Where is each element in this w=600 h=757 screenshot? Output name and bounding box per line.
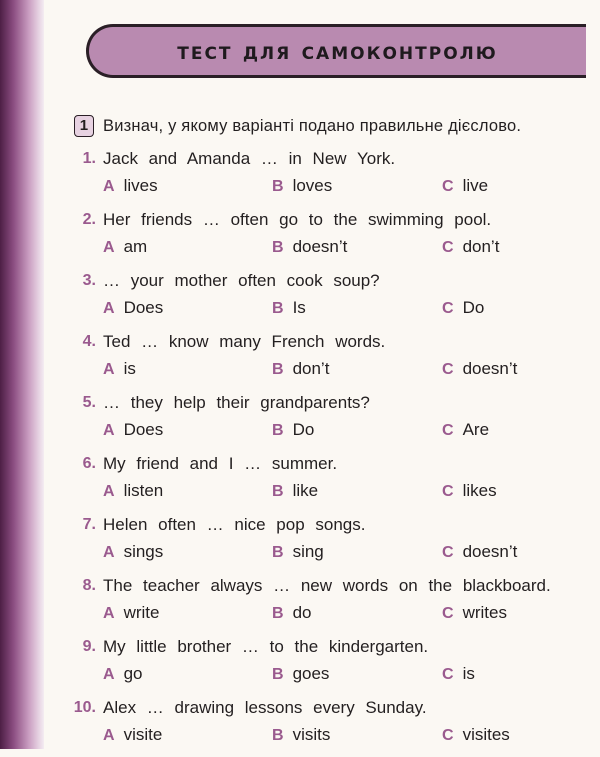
option-letter: A	[103, 300, 115, 317]
option-text: doesn’t	[462, 542, 518, 561]
option-letter: C	[442, 483, 454, 500]
option-text: Does	[123, 420, 164, 439]
option-text: go	[123, 664, 143, 683]
option-c[interactable]	[442, 237, 499, 257]
question-number: 5.	[82, 394, 96, 411]
option-text: visites	[462, 725, 510, 744]
option-c[interactable]	[442, 359, 517, 379]
question-text: My friend and I … summer.	[103, 454, 338, 473]
question-item	[0, 269, 600, 330]
option-letter: C	[442, 178, 454, 195]
option-c[interactable]	[442, 481, 497, 501]
option-a[interactable]	[103, 298, 163, 318]
option-letter: A	[103, 178, 115, 195]
option-c[interactable]	[442, 725, 510, 745]
option-letter: A	[103, 239, 115, 256]
question-item	[0, 208, 600, 269]
option-text: Do	[462, 298, 485, 317]
option-text: like	[292, 481, 319, 500]
question-text: My little brother … to the kindergarten.	[103, 637, 429, 656]
option-b[interactable]	[272, 542, 324, 562]
option-text: loves	[292, 176, 333, 195]
option-letter: C	[442, 666, 454, 683]
question-item	[0, 330, 600, 391]
option-letter: B	[272, 544, 284, 561]
option-b[interactable]	[272, 237, 347, 257]
option-a[interactable]	[103, 176, 158, 196]
question-text: … your mother often cook soup?	[103, 271, 380, 290]
question-number: 9.	[82, 638, 96, 655]
question-number: 2.	[82, 211, 96, 228]
option-text: visite	[123, 725, 163, 744]
option-b[interactable]	[272, 359, 329, 379]
question-item	[0, 574, 600, 635]
option-text: listen	[123, 481, 164, 500]
option-letter: C	[442, 605, 454, 622]
header-banner	[86, 24, 586, 78]
option-text: doesn’t	[462, 359, 518, 378]
option-b[interactable]	[272, 603, 311, 623]
option-text: Does	[123, 298, 164, 317]
question-number: 4.	[82, 333, 96, 350]
option-text: lives	[123, 176, 158, 195]
question-text: Alex … drawing lessons every Sunday.	[103, 698, 427, 717]
option-a[interactable]	[103, 359, 136, 379]
option-c[interactable]	[442, 603, 507, 623]
page-title: тест для самоконтролю	[177, 37, 498, 65]
option-c[interactable]	[442, 542, 517, 562]
option-letter: A	[103, 605, 115, 622]
option-text: sings	[123, 542, 164, 561]
option-b[interactable]	[272, 664, 329, 684]
option-letter: B	[272, 727, 284, 744]
option-letter: B	[272, 605, 284, 622]
question-item	[0, 696, 600, 757]
option-text: is	[462, 664, 475, 683]
option-text: is	[123, 359, 136, 378]
question-text: Jack and Amanda … in New York.	[103, 149, 396, 168]
question-number: 8.	[82, 577, 96, 594]
option-text: am	[123, 237, 148, 256]
option-letter: B	[272, 666, 284, 683]
question-item	[0, 147, 600, 208]
option-letter: A	[103, 483, 115, 500]
option-a[interactable]	[103, 603, 159, 623]
option-a[interactable]	[103, 725, 162, 745]
task-number-badge: 1	[74, 115, 94, 137]
option-c[interactable]	[442, 176, 488, 196]
option-text: don’t	[462, 237, 500, 256]
option-text: do	[292, 603, 312, 622]
option-letter: B	[272, 422, 284, 439]
question-text: Ted … know many French words.	[103, 332, 386, 351]
option-text: live	[462, 176, 489, 195]
option-b[interactable]	[272, 481, 318, 501]
question-number: 7.	[82, 516, 96, 533]
question-number: 10.	[73, 699, 96, 716]
option-letter: C	[442, 239, 454, 256]
option-b[interactable]	[272, 298, 306, 318]
question-number: 1.	[82, 150, 96, 167]
option-letter: A	[103, 666, 115, 683]
option-letter: B	[272, 178, 284, 195]
option-text: visits	[292, 725, 331, 744]
question-item	[0, 452, 600, 513]
task-instruction-text: Визнач, у якому варіанті подано правильне дієслово.	[103, 116, 522, 135]
task-instruction	[74, 115, 521, 137]
option-b[interactable]	[272, 725, 330, 745]
option-text: Are	[462, 420, 490, 439]
option-b[interactable]	[272, 176, 332, 196]
question-number: 3.	[82, 272, 96, 289]
option-text: likes	[462, 481, 497, 500]
question-text: The teacher always … new words on the blackboard.	[103, 576, 551, 595]
question-item	[0, 391, 600, 452]
question-text: Helen often … nice pop songs.	[103, 515, 366, 534]
option-letter: C	[442, 544, 454, 561]
question-text: Her friends … often go to the swimming pool.	[103, 210, 492, 229]
question-item	[0, 513, 600, 574]
option-text: writes	[462, 603, 507, 622]
question-list	[0, 147, 600, 757]
option-a[interactable]	[103, 542, 163, 562]
option-letter: A	[103, 422, 115, 439]
option-b[interactable]	[272, 420, 314, 440]
option-letter: B	[272, 300, 284, 317]
option-a[interactable]	[103, 664, 142, 684]
option-text: Do	[292, 420, 315, 439]
option-a[interactable]	[103, 237, 147, 257]
option-letter: A	[103, 361, 115, 378]
option-text: doesn’t	[292, 237, 348, 256]
option-text: Is	[292, 298, 306, 317]
option-text: sing	[292, 542, 324, 561]
option-letter: C	[442, 422, 454, 439]
option-a[interactable]	[103, 420, 163, 440]
option-c[interactable]	[442, 664, 475, 684]
question-number: 6.	[82, 455, 96, 472]
option-c[interactable]	[442, 420, 489, 440]
option-letter: A	[103, 544, 115, 561]
option-letter: B	[272, 361, 284, 378]
option-c[interactable]	[442, 298, 484, 318]
option-letter: B	[272, 239, 284, 256]
question-item	[0, 635, 600, 696]
option-letter: A	[103, 727, 115, 744]
question-text: … they help their grandparents?	[103, 393, 370, 412]
option-text: don’t	[292, 359, 330, 378]
option-letter: B	[272, 483, 284, 500]
option-letter: C	[442, 300, 454, 317]
option-letter: C	[442, 727, 454, 744]
option-text: write	[123, 603, 160, 622]
option-text: goes	[292, 664, 330, 683]
option-letter: C	[442, 361, 454, 378]
option-a[interactable]	[103, 481, 163, 501]
